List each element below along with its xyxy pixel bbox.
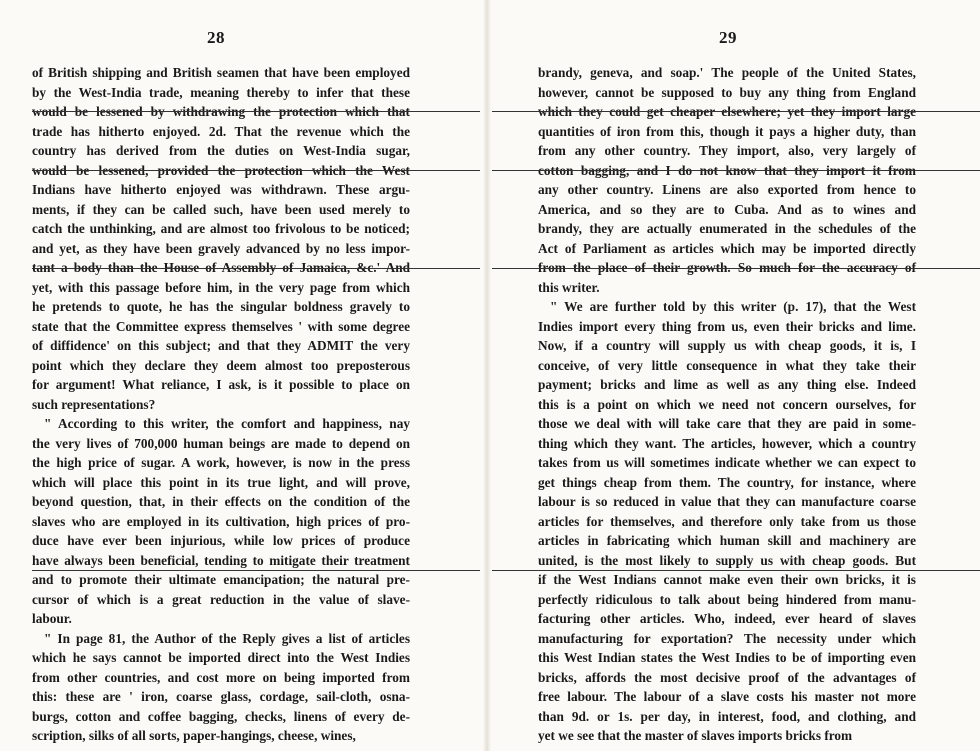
- text-line: from other countries, and cost more on being imported from: [32, 669, 410, 685]
- page-number: 29: [719, 28, 737, 47]
- text-line: conceive, of very little consequence in what they take their: [538, 357, 916, 373]
- text-line: would be lessened by withdrawing the protection which that: [32, 104, 410, 119]
- text-line: yet we see that the master of slaves imports bricks from: [538, 728, 853, 743]
- text-line: Now, if a country will supply us with cheap goods, it is, I: [538, 338, 916, 353]
- text-line: brandy, geneva, and soap.' The people of the United States,: [538, 65, 916, 80]
- text-line: Indies import every thing from us, even their bricks and lime.: [538, 318, 916, 334]
- text-line: perfectly ridiculous to talk about being hindered from manu-: [538, 591, 916, 607]
- text-line: trade has hitherto enjoyed. 2d. That the revenue which the: [32, 123, 410, 139]
- text-line: beyond question, that, in their effects on the condition of the: [32, 494, 410, 509]
- ruled-line: [32, 111, 480, 112]
- page-text: [32, 63, 410, 746]
- text-line: which he says cannot be imported direct into the West Indies: [32, 650, 410, 665]
- text-line: " In page 81, the Author of the Reply gives a list of articles: [44, 630, 410, 646]
- text-line: burgs, cotton and coffee bagging, checks, linens of every de-: [32, 708, 410, 724]
- text-line: scription, silks of all sorts, paper-hangings, cheese, wines,: [32, 728, 356, 743]
- text-line: this: these are ' iron, coarse glass, cordage, sail-cloth, osna-: [32, 689, 410, 704]
- ruled-line: [32, 268, 480, 269]
- page-number: 28: [207, 28, 225, 47]
- text-line: quantities of iron from this, though it pays a higher duty, than: [538, 123, 916, 139]
- text-line: articles in fabricating which human skill and machinery are: [538, 533, 916, 548]
- text-line: payment; bricks and lime as well as any thing else. Indeed: [538, 377, 916, 392]
- right-page: [492, 0, 980, 751]
- text-line: any other country. Linens are also exported from hence to: [538, 182, 916, 197]
- text-line: point which they declare they deem almost too preposterous: [32, 357, 410, 373]
- text-line: America, and so they are to Cuba. And as to wines and: [538, 201, 916, 217]
- page-text: [538, 63, 916, 746]
- text-line: however, cannot be supposed to buy any thing from England: [538, 84, 916, 100]
- text-line: get things cheap from them. The country, for instance, where: [538, 474, 916, 490]
- text-line: of British shipping and British seamen that have been employed: [32, 65, 410, 80]
- text-line: by the West-India trade, meaning thereby to infer that these: [32, 84, 410, 100]
- text-line: the very lives of 700,000 human beings are made to depend on: [32, 435, 410, 451]
- text-line: united, is the most likely to supply us with cheap goods. But: [538, 552, 916, 568]
- text-line: and to promote their ultimate emancipation; the natural pre-: [32, 572, 410, 587]
- text-line: ments, if they can be called such, have been used merely to: [32, 201, 410, 217]
- text-line: manufacturing for exportation? The necessity under which: [538, 630, 916, 646]
- text-line: this writer.: [538, 279, 600, 295]
- text-line: for argument! What reliance, I ask, is it possible to place on: [32, 377, 410, 392]
- ruled-line: [32, 570, 480, 571]
- text-line: such representations?: [32, 396, 156, 412]
- text-line: if the West Indians cannot make even their own bricks, it is: [538, 572, 916, 587]
- text-line: he pretends to quote, he has the singular boldness gravely to: [32, 299, 410, 314]
- text-line: this West Indian states the West Indies to be of importing even: [538, 650, 916, 665]
- text-line: this is a point on which we need not concern ourselves, for: [538, 396, 916, 412]
- text-line: state that the Committee express themselves ' with some degree: [32, 318, 410, 334]
- text-line: those we deal with will take care that they are paid in some-: [538, 416, 916, 431]
- ruled-line: [32, 170, 480, 171]
- text-line: takes from us will sometimes indicate whether we can expect to: [538, 455, 916, 470]
- text-line: tant a body than the House of Assembly of Jamaica, &c.' And: [32, 260, 410, 275]
- text-line: cotton bagging, and I do not know that they import it from: [538, 162, 916, 178]
- text-line: than 9d. or 1s. per day, in interest, food, and clothing, and: [538, 708, 916, 724]
- text-line: labour is so reduced in value that they can manufacture coarse: [538, 494, 916, 509]
- text-line: and yet, as they have been gravely advanced by no less impor-: [32, 240, 410, 256]
- text-line: " According to this writer, the comfort and happiness, nay: [44, 416, 410, 431]
- text-line: from the place of their growth. So much for the accuracy of: [538, 260, 916, 275]
- text-line: catch the unthinking, and are almost too frivolous to be noticed;: [32, 221, 410, 236]
- text-line: the high price of sugar. A work, however, is now in the press: [32, 455, 410, 470]
- text-line: " We are further told by this writer (p. 17), that the West: [550, 299, 916, 314]
- text-line: free labour. The labour of a slave costs his master not more: [538, 689, 916, 704]
- text-line: labour.: [32, 611, 72, 626]
- text-line: slaves who are employed in its cultivation, high prices of pro-: [32, 513, 410, 529]
- text-line: country has derived from the duties on West-India sugar,: [32, 143, 410, 158]
- text-line: which will place this point in its true light, and will prove,: [32, 474, 410, 490]
- ruled-line: [492, 111, 980, 112]
- text-line: yet, with this passage before him, in the very page from which: [32, 279, 410, 295]
- left-page: [0, 0, 480, 751]
- text-line: articles for themselves, and therefore only take from us those: [538, 513, 916, 529]
- text-line: thing which they want. The articles, however, which a country: [538, 435, 916, 451]
- gutter: [483, 0, 491, 751]
- text-line: from any other country. They import, also, very largely of: [538, 143, 916, 158]
- text-line: duce have ever been injurious, while low prices of produce: [32, 533, 410, 548]
- text-line: facturing other articles. Who, indeed, ever heard of slaves: [538, 611, 916, 626]
- ruled-line: [492, 268, 980, 269]
- text-line: Indians have hitherto enjoyed was withdrawn. These argu-: [32, 182, 410, 197]
- text-line: cursor of which is a great reduction in the value of slave-: [32, 591, 410, 607]
- text-line: of diffidence' on this subject; and that they ADMIT the very: [32, 338, 410, 353]
- ruled-line: [492, 170, 980, 171]
- text-line: bricks, affords the most decisive proof of the advantages of: [538, 669, 916, 685]
- text-line: would be lessened, provided the protection which the West: [32, 162, 410, 178]
- text-line: which they could get cheaper elsewhere; yet they import large: [538, 104, 916, 119]
- text-line: Act of Parliament as articles which may be imported directly: [538, 240, 916, 256]
- text-line: have always been beneficial, tending to mitigate their treatment: [32, 552, 410, 568]
- ruled-line: [492, 570, 980, 571]
- text-line: brandy, they are actually enumerated in the schedules of the: [538, 221, 916, 236]
